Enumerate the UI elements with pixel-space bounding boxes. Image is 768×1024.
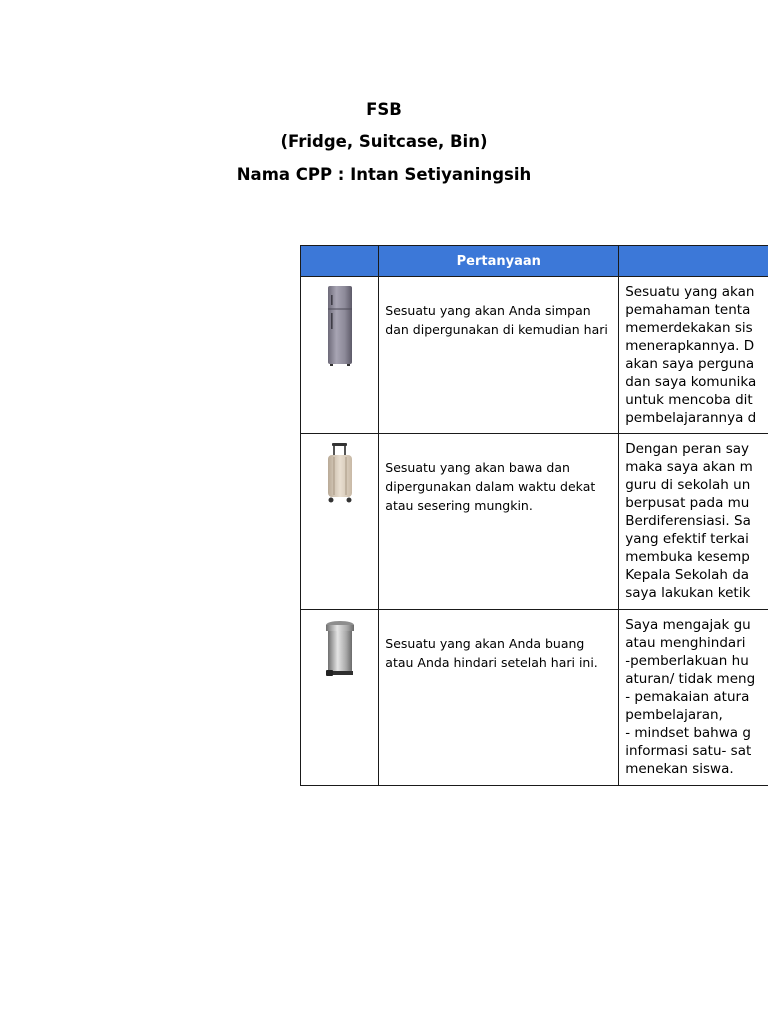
question-text: Sesuatu yang akan bawa dan dipergunakan dalam waktu dekat atau sesering mungkin. — [385, 460, 596, 513]
fridge-image — [325, 285, 355, 367]
answer-line: informasi satu- sat — [625, 743, 752, 759]
table-row — [301, 277, 768, 434]
document-title: FSB — [366, 100, 402, 119]
answer-line: saya lakukan ketik — [625, 585, 751, 601]
column-header-image — [301, 246, 379, 277]
answer-line: Dengan peran say — [625, 441, 750, 457]
answer-line: pembelajaran, — [625, 707, 723, 723]
image-cell — [301, 610, 379, 786]
answer-line: pembelajarannya d — [625, 410, 757, 426]
table-row — [301, 610, 768, 786]
answer-line: atau menghindari — [625, 635, 746, 651]
answer-line: pemahaman tenta — [625, 302, 751, 318]
answer-line: Kepala Sekolah da — [625, 567, 750, 583]
fsb-table — [300, 245, 768, 786]
answer-line: akan saya perguna — [625, 356, 755, 372]
column-header-pertanyaan: Pertanyaan — [379, 246, 619, 277]
table-row — [301, 434, 768, 610]
suitcase-image — [320, 442, 360, 504]
answer-line: menekan siswa. — [625, 761, 734, 777]
answer-cell — [619, 434, 768, 610]
column-header-jawaban — [619, 246, 768, 277]
image-cell — [301, 434, 379, 610]
answer-line: dan saya komunika — [625, 374, 757, 390]
answer-line: memerdekakan sis — [625, 320, 753, 336]
answer-line: Sesuatu yang akan — [625, 284, 755, 300]
answer-text — [619, 434, 768, 602]
answer-line: Saya mengajak gu — [625, 617, 751, 633]
question-cell — [379, 277, 619, 434]
answer-cell — [619, 277, 768, 434]
question-cell — [379, 610, 619, 786]
answer-cell — [619, 610, 768, 786]
answer-line: maka saya akan m — [625, 459, 753, 475]
image-cell — [301, 277, 379, 434]
answer-line: untuk mencoba dit — [625, 392, 753, 408]
answer-line: menerapkannya. D — [625, 338, 755, 354]
question-text: Sesuatu yang akan Anda buang atau Anda hindari setelah hari ini. — [385, 636, 598, 670]
answer-line: aturan/ tidak meng — [625, 671, 756, 687]
answer-line: - pemakaian atura — [625, 689, 750, 705]
answer-line: -pemberlakuan hu — [625, 653, 749, 669]
trash-bin-image — [320, 618, 360, 680]
question-cell — [379, 434, 619, 610]
answer-line: yang efektif terkai — [625, 531, 749, 547]
answer-line: Berdiferensiasi. Sa — [625, 513, 751, 529]
answer-line: guru di sekolah un — [625, 477, 751, 493]
document-subtitle: (Fridge, Suitcase, Bin) — [280, 132, 488, 151]
author-name: Nama CPP : Intan Setiyaningsih — [236, 165, 532, 184]
answer-text — [619, 277, 768, 427]
answer-line: membuka kesemp — [625, 549, 750, 565]
question-text: Sesuatu yang akan Anda simpan dan dipergunakan di kemudian hari — [385, 303, 608, 337]
table-header-row — [301, 246, 768, 277]
answer-text — [619, 610, 768, 778]
answer-line: - mindset bahwa g — [625, 725, 751, 741]
answer-line: berpusat pada mu — [625, 495, 750, 511]
